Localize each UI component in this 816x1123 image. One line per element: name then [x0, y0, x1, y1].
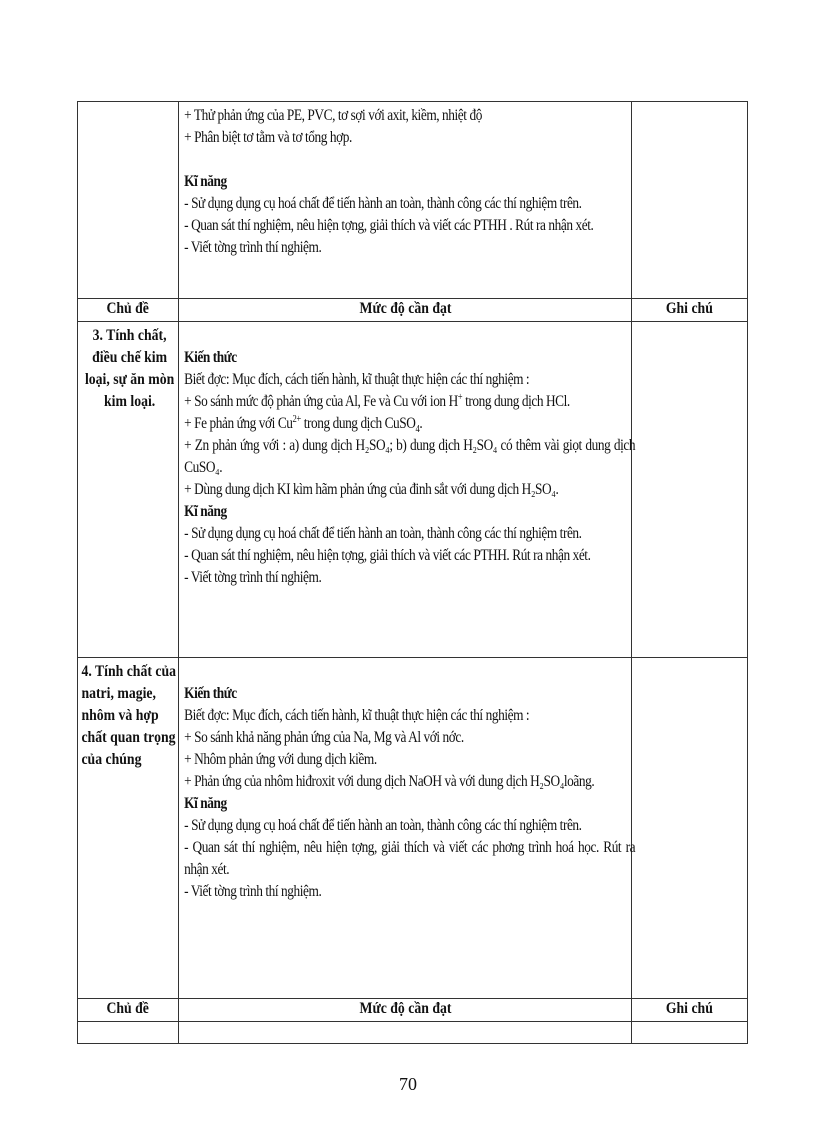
list-item: + Thử phản ứng của PE, PVC, tơ sợi với axit, kiềm, nhiệt độ	[184, 107, 482, 124]
column-header-notes: Ghi chú	[632, 299, 748, 322]
knowledge-heading: Kiến thức	[184, 349, 237, 366]
list-item: + Phân biệt tơ tằm và tơ tổng hợp.	[184, 129, 352, 146]
requirements-cell	[179, 102, 632, 299]
list-item: - Quan sát thí nghiệm, nêu hiện tợng, giải thích và viết các PTHH. Rút ra nhận xét.	[184, 547, 591, 564]
list-item: + So sánh mức độ phản ứng của Al, Fe và Cu với ion H+ trong dung dịch HCl.	[184, 391, 570, 410]
list-item: - Sử dụng dụng cụ hoá chất để tiến hành an toàn, thành công các thí nghiệm trên.	[184, 525, 582, 542]
list-item: - Sử dụng dụng cụ hoá chất để tiến hành an toàn, thành công các thí nghiệm trên.	[184, 195, 582, 212]
table-row	[78, 658, 748, 999]
skills-heading: Kĩ năng	[184, 795, 227, 812]
notes-cell	[632, 658, 748, 999]
knowledge-heading: Kiến thức	[184, 685, 237, 702]
list-item: + Nhôm phản ứng với dung dịch kiềm.	[184, 751, 377, 768]
list-item: - Sử dụng dụng cụ hoá chất để tiến hành an toàn, thành công các thí nghiệm trên.	[184, 817, 582, 834]
column-header-requirements: Mức độ cần đạt	[179, 999, 632, 1022]
topic-cell	[78, 658, 179, 999]
list-item: + Dùng dung dịch KI kìm hãm phản ứng của đinh sắt với dung dịch H₂SO₄.	[184, 481, 559, 498]
requirements-cell	[179, 1022, 632, 1044]
table-row	[78, 1022, 748, 1044]
list-item: - Viết tờng trình thí nghiệm.	[184, 239, 322, 256]
column-header-topic: Chủ đề	[78, 299, 179, 322]
requirements-cell	[179, 322, 636, 658]
list-item: - Viết tờng trình thí nghiệm.	[184, 569, 322, 586]
topic-title: 4. Tính chất của natri, magie, nhôm và hợp chất quan trọng của chúng	[81, 663, 176, 768]
column-header-notes: Ghi chú	[632, 999, 748, 1022]
curriculum-table-container	[77, 101, 747, 1044]
topic-cell	[78, 322, 179, 658]
list-item: - Viết tờng trình thí nghiệm.	[184, 883, 322, 900]
table-row	[78, 102, 748, 299]
list-item: - Quan sát thí nghiệm, nêu hiện tợng, giải thích và viết các phơng trình hoá học. Rút ra nhận xét.	[184, 839, 636, 878]
list-item: + So sánh khả năng phản ứng của Na, Mg và Al với nớc.	[184, 729, 464, 746]
table-row	[78, 322, 748, 658]
topic-cell	[78, 1022, 179, 1044]
list-item: + Fe phản ứng với $Cu^{2+}$ trong dung dịch CuSO$_4$.	[184, 413, 423, 436]
curriculum-table	[77, 101, 748, 1044]
list-item: + Phản ứng của nhôm hiđroxit với dung dịch NaOH và với dung dịch H₂SO₄loãng.	[184, 773, 595, 790]
skills-heading: Kĩ năng	[184, 503, 227, 520]
page-number: 70	[399, 1074, 417, 1094]
requirements-cell	[179, 658, 636, 999]
skills-heading: Kĩ năng	[184, 173, 227, 190]
column-header-topic: Chủ đề	[78, 999, 179, 1022]
list-item: Biết đợc: Mục đích, cách tiến hành, kĩ thuật thực hiện các thí nghiệm :	[184, 371, 530, 388]
topic-cell	[78, 102, 179, 299]
list-item: + Zn phản ứng với : a) dung dịch H₂SO₄; b) dung dịch H₂SO₄ có thêm vài giọt dung dịch CuSO₄.	[184, 437, 636, 476]
notes-cell	[632, 1022, 748, 1044]
list-item: - Quan sát thí nghiệm, nêu hiện tợng, giải thích và viết các PTHH . Rút ra nhận xét.	[184, 217, 594, 234]
list-item: Biết đợc: Mục đích, cách tiến hành, kĩ thuật thực hiện các thí nghiệm :	[184, 707, 530, 724]
table-header-row	[78, 299, 748, 322]
column-header-requirements: Mức độ cần đạt	[179, 299, 632, 322]
topic-title: 3. Tính chất, điều chế kim loại, sự ăn mòn kim loại.	[84, 327, 175, 410]
notes-cell	[632, 102, 748, 299]
notes-cell	[632, 322, 748, 658]
table-header-row	[78, 999, 748, 1022]
